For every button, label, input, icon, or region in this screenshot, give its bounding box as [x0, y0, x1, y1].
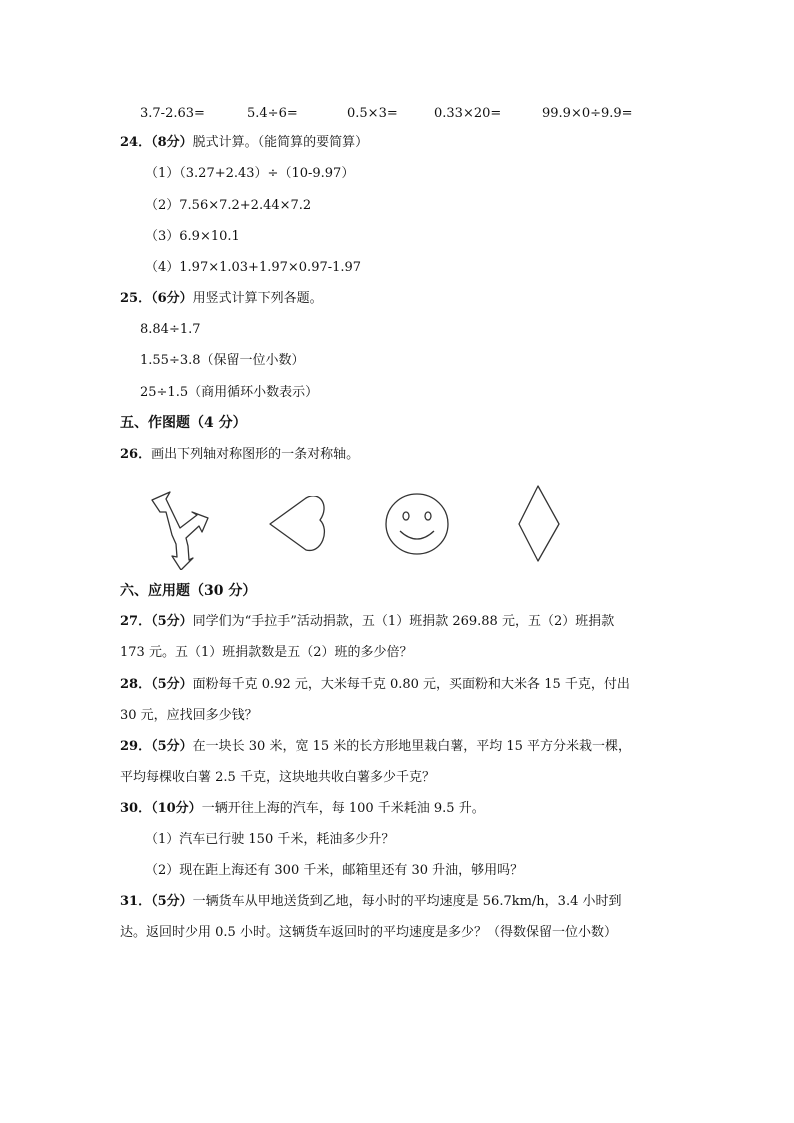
question-number: 27． [120, 614, 152, 629]
question-points: （5分） [151, 894, 193, 909]
question-number: 25． [120, 291, 152, 306]
question-text: 脱式计算。（能简算的要简算） [192, 135, 369, 150]
q24-item: （3）6.9×10.1 [145, 229, 240, 244]
question-text-continued: 平均每棵收白薯 2.5 千克，这块地共收白薯多少千克？ [120, 770, 435, 785]
q24-item: （1）（3.27+2.43）÷（10-9.97） [145, 166, 355, 181]
smiley-face-figure [382, 491, 452, 557]
question-text: 画出下列轴对称图形的一条对称轴。 [151, 447, 360, 462]
rhombus-figure [516, 484, 562, 564]
question-points: （6分） [151, 291, 193, 306]
question-text-continued: 达。返回时少用 0.5 小时。这辆货车返回时的平均速度是多少？（得数保留一位小数） [120, 925, 617, 940]
question-points: （5分） [151, 614, 193, 629]
question-29 [120, 740, 631, 753]
question-points: （5分） [151, 677, 193, 692]
question-number: 24． [120, 135, 152, 150]
question-30 [120, 802, 485, 815]
question-text: 在一块长 30 米，宽 15 米的长方形地里栽白薯，平均 15 平方分米栽一棵， [192, 739, 632, 754]
calc-item: 5.4÷6= [247, 106, 298, 121]
question-text-continued: 30 元，应找回多少钱？ [120, 708, 258, 723]
question-points: （5分） [151, 739, 193, 754]
q24-item: （2）7.56×7.2+2.44×7.2 [145, 198, 312, 213]
q25-item: 8.84÷1.7 [140, 322, 201, 337]
question-number: 26． [120, 447, 152, 462]
section-heading: 六、应用题（30 分） [120, 583, 257, 599]
question-number: 28． [120, 677, 152, 692]
question-26 [120, 448, 359, 461]
question-text: 用竖式计算下列各题。 [192, 291, 323, 306]
calc-item: 3.7-2.63= [140, 106, 205, 121]
calc-item: 0.5×3= [347, 106, 398, 121]
question-27 [120, 615, 614, 628]
double-arrow-figure [140, 490, 215, 570]
q25-item: 25÷1.5（商用循环小数表示） [140, 385, 319, 400]
question-25 [120, 292, 323, 305]
q25-item: 1.55÷3.8（保留一位小数） [140, 353, 305, 368]
section-heading: 五、作图题（4 分） [120, 415, 247, 431]
calc-item: 99.9×0÷9.9= [542, 106, 633, 121]
q24-item: （4）1.97×1.03+1.97×0.97-1.97 [145, 260, 362, 275]
question-text: 一辆货车从甲地送货到乙地，每小时的平均速度是 56.7km/h，3.4 小时到 [192, 894, 622, 909]
question-number: 29． [120, 739, 152, 754]
question-28 [120, 678, 630, 691]
calc-item: 0.33×20= [434, 106, 502, 121]
question-text: 一辆开往上海的汽车，每 100 千米耗油 9.5 升。 [201, 801, 485, 816]
q30-sub-question: （2）现在距上海还有 300 千米，邮箱里还有 30 升油，够用吗？ [145, 863, 524, 878]
q30-sub-question: （1）汽车已行驶 150 千米，耗油多少升？ [145, 832, 395, 847]
question-text-continued: 173 元。五（1）班捐款数是五（2）班的多少倍？ [120, 645, 413, 660]
question-number: 31． [120, 894, 152, 909]
question-points: （8分） [151, 135, 193, 150]
question-31 [120, 895, 621, 908]
question-number: 30． [120, 801, 152, 816]
question-points: （10分） [151, 801, 202, 816]
question-text: 面粉每千克 0.92 元，大米每千克 0.80 元，买面粉和大米各 15 千克，付出 [192, 677, 630, 692]
question-text: 同学们为“手拉手”活动捐款，五（1）班捐款 269.88 元，五（2）班捐款 [192, 614, 615, 629]
heart-figure [268, 496, 330, 554]
oral-calc-row [0, 106, 794, 122]
question-24 [120, 136, 368, 149]
